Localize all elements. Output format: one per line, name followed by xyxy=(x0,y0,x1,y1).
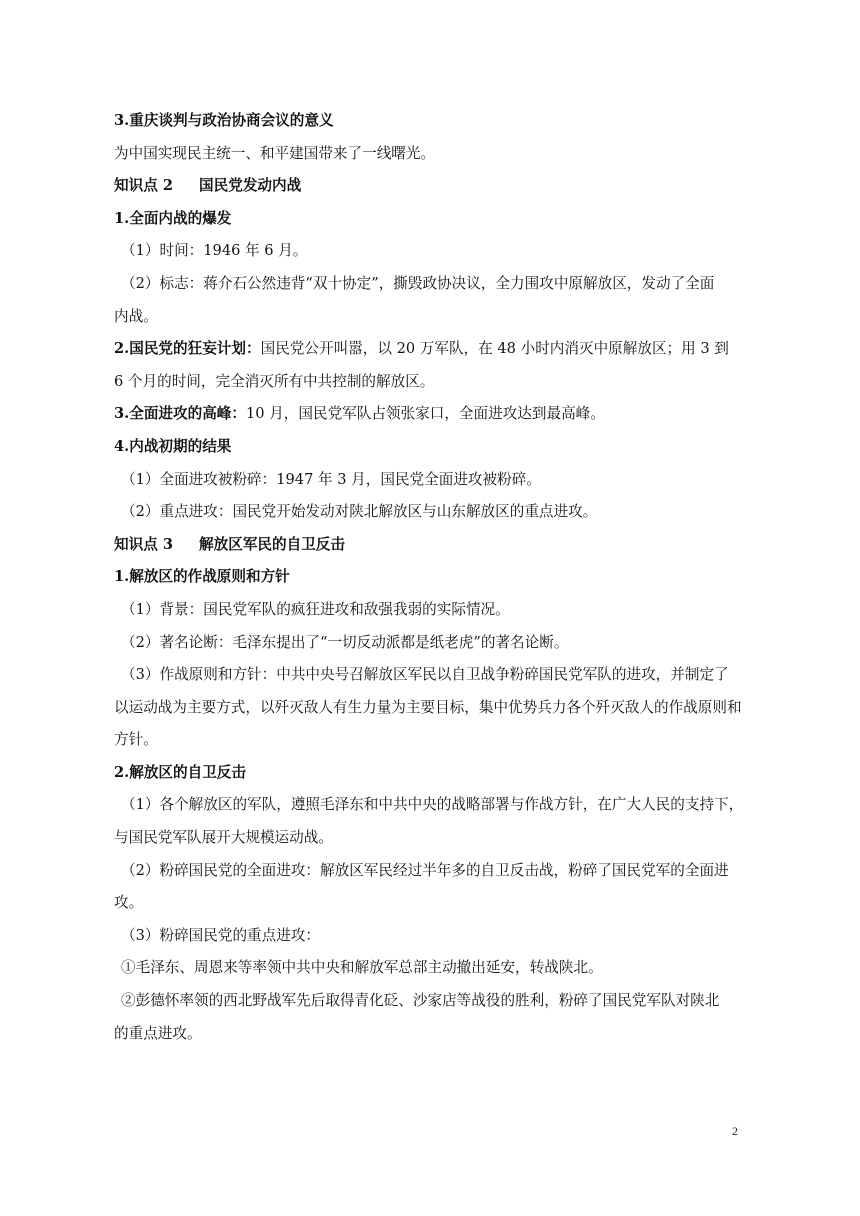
paragraph-text: （2）重点进攻：国民党开始发动对陕北解放区与山东解放区的重点进攻。 xyxy=(121,503,598,521)
paragraph-text: ②彭德怀率领的西北野战军先后取得青化砭、沙家店等战役的胜利，粉碎了国民党军队对陕北 xyxy=(121,992,720,1010)
paragraph-text: （2）著名论断：毛泽东提出了“一切反动派都是纸老虎”的著名论断。 xyxy=(121,633,569,651)
paragraph-text: （1）全面进攻被粉碎：1947 年 3 月，国民党全面进攻被粉碎。 xyxy=(121,470,541,488)
paragraph-text: （2）粉碎国民党的全面进攻：解放区军民经过半年多的自卫反击战，粉碎了国民党军的全面进 xyxy=(121,861,729,879)
paragraph-continuation: 6 个月的时间，完全消灭所有中共控制的解放区。 xyxy=(114,372,435,390)
inline-text: 国民党公开叫嚣，以 20 万军队，在 48 小时内消灭中原解放区；用 3 到 xyxy=(260,340,729,358)
paragraph-continuation: 与国民党军队展开大规模运动战。 xyxy=(114,829,333,847)
paragraph-text: （1）背景：国民党军队的疯狂进攻和敌强我弱的实际情况。 xyxy=(121,600,510,618)
paragraph-text: （3）作战原则和方针：中共中央号召解放区军民以自卫战争粉碎国民党军队的进攻，并制定了 xyxy=(121,666,729,684)
section-title: 解放区军民的自卫反击 xyxy=(199,535,345,553)
inline-heading: 3.全面进攻的高峰： xyxy=(114,405,246,423)
section-heading-knowledge-point-2 xyxy=(114,170,764,203)
paragraph-text: （3）粉碎国民党的重点进攻： xyxy=(121,926,321,944)
paragraph-kmt-plan xyxy=(114,333,764,366)
section-heading-knowledge-point-3 xyxy=(114,529,764,562)
paragraph-text: （1）时间：1946 年 6 月。 xyxy=(121,242,308,260)
page-number: 2 xyxy=(732,1124,738,1138)
paragraph-text: 为中国实现民主统一、和平建国带来了一线曙光。 xyxy=(114,144,436,162)
paragraph-continuation: 内战。 xyxy=(114,307,158,325)
paragraph-text: （1）各个解放区的军队，遵照毛泽东和中共中央的战略部署与作战方针，在广大人民的支持下， xyxy=(121,796,744,814)
paragraph-continuation: 方针。 xyxy=(114,731,158,749)
document-body xyxy=(114,105,764,1050)
heading-self-defense-counterattack: 2.解放区的自卫反击 xyxy=(114,763,246,781)
section-title: 国民党发动内战 xyxy=(199,177,302,195)
heading-civil-war-outbreak: 1.全面内战的爆发 xyxy=(114,209,232,227)
paragraph-text: （2）标志：蒋介石公然违背“双十协定”，撕毁政协决议，全力围攻中原解放区，发动了全面 xyxy=(121,274,715,292)
heading-chongqing-significance: 3.重庆谈判与政治协商会议的意义 xyxy=(114,112,334,129)
section-label: 知识点 3 xyxy=(114,535,174,553)
section-label: 知识点 2 xyxy=(114,177,174,195)
paragraph-continuation: 以运动战为主要方式，以歼灭敌人有生力量为主要目标，集中优势兵力各个歼灭敌人的作战原则和 xyxy=(114,698,742,716)
paragraph-offensive-peak xyxy=(114,398,764,431)
paragraph-continuation: 的重点进攻。 xyxy=(114,1024,202,1042)
inline-text: 10 月，国民党军队占领张家口，全面进攻达到最高峰。 xyxy=(246,405,605,423)
paragraph-continuation: 攻。 xyxy=(114,894,144,912)
heading-early-war-results: 4.内战初期的结果 xyxy=(114,437,232,455)
inline-heading: 2.国民党的狂妄计划： xyxy=(114,340,261,358)
paragraph-text: ①毛泽东、周恩来等率领中共中央和解放军总部主动撤出延安，转战陕北。 xyxy=(121,959,603,977)
heading-combat-principles: 1.解放区的作战原则和方针 xyxy=(114,568,290,586)
